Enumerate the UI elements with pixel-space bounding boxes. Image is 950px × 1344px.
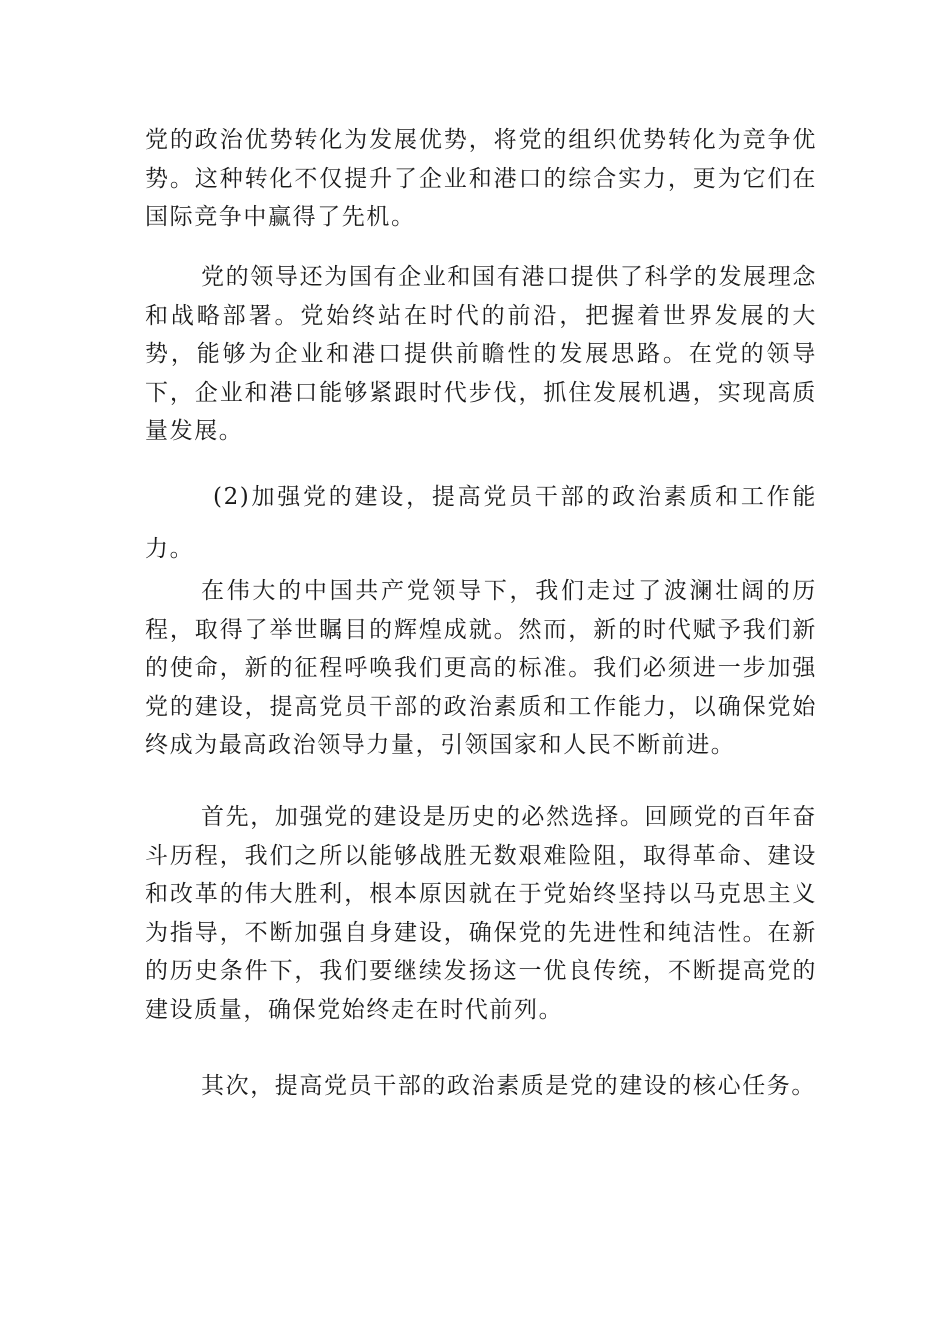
paragraph-continuation: 党的政治优势转化为发展优势，将党的组织优势转化为竞争优势。这种转化不仅提升了企业和港口的综合实力，更为它们在国际竞争中赢得了先机。: [145, 127, 817, 230]
paragraph-second-point: 其次，提高党员干部的政治素质是党的建设的核心任务。: [201, 1073, 816, 1099]
paragraph-strengthen-party: 在伟大的中国共产党领导下，我们走过了波澜壮阔的历程，取得了举世瞩目的辉煌成就。然而，新的时代赋予我们新的使命，新的征程呼唤我们更高的标准。我们必须进一步加强党的建设，提高党员干部的政治素质和工作能力，以确保党始终成为最高政治领导力量，引领国家和人民不断前进。: [145, 578, 817, 758]
paragraph-first-point: 首先，加强党的建设是历史的必然选择。回顾党的百年奋斗历程，我们之所以能够战胜无数艰难险阻，取得革命、建设和改革的伟大胜利，根本原因就在于党始终坚持以马克思主义为指导，不断加强自身建设，确保党的先进性和纯洁性。在新的历史条件下，我们要继续发扬这一优良传统，不断提高党的建设质量，确保党始终走在时代前列。: [145, 804, 817, 1023]
section-heading: (2)加强党的建设，提高党员干部的政治素质和工作能力。: [145, 484, 817, 562]
paragraph-party-leadership: 党的领导还为国有企业和国有港口提供了科学的发展理念和战略部署。党始终站在时代的前沿，把握着世界发展的大势，能够为企业和港口提供前瞻性的发展思路。在党的领导下，企业和港口能够紧跟时代步伐，抓住发展机遇，实现高质量发展。: [145, 264, 817, 444]
